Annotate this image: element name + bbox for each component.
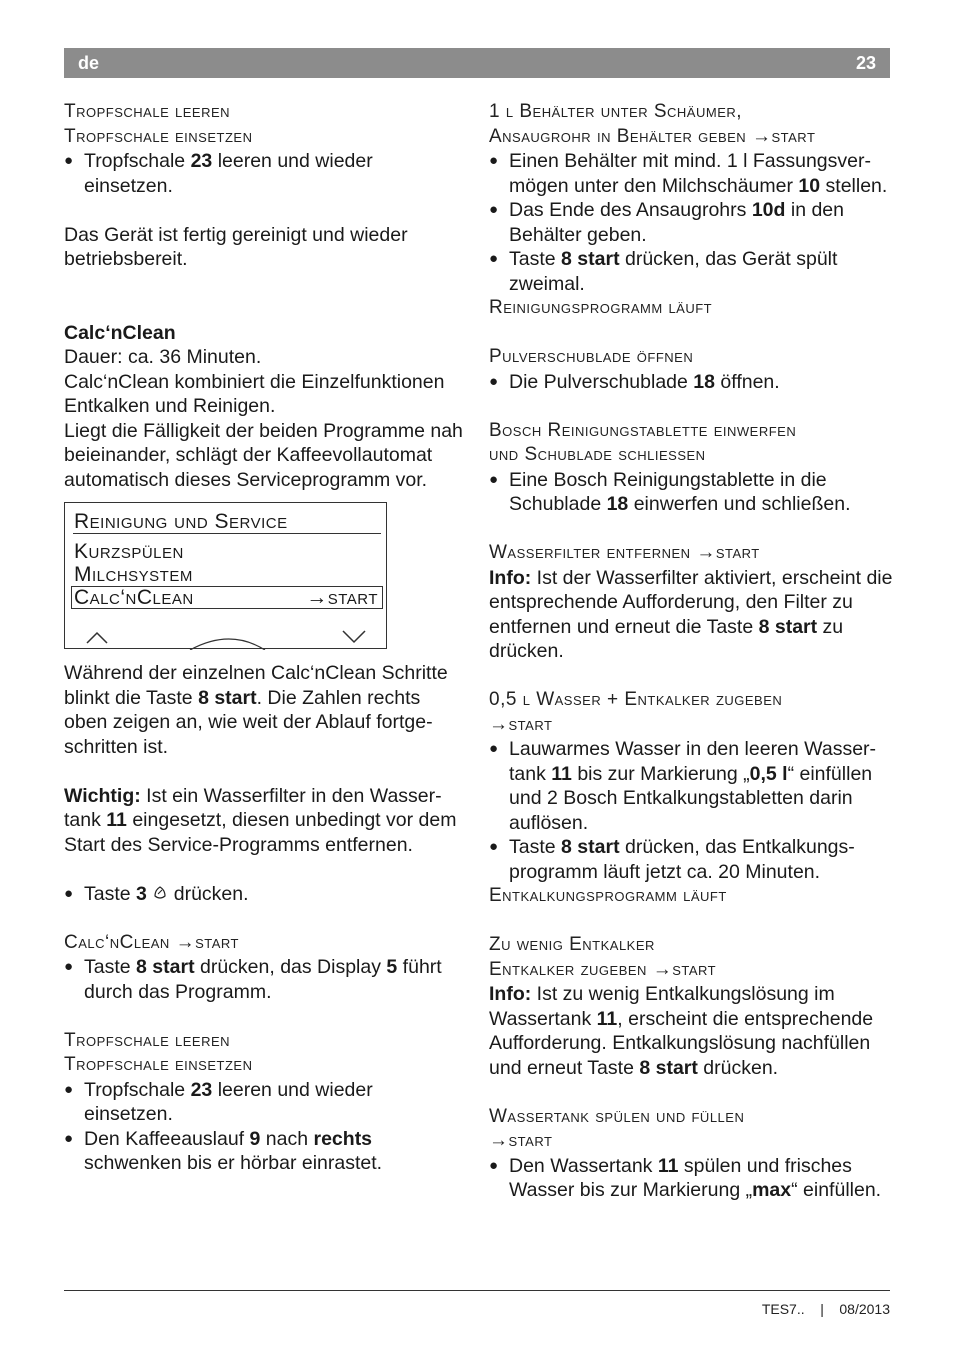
list-item: ● Taste 8 start drücken, das Display 5 führt durch das Programm. (64, 955, 464, 1004)
display-menu-item-selected: Calc‘nClean (74, 586, 194, 609)
chevron-down-icon (343, 631, 365, 642)
model-number: TES7.. (761, 1301, 805, 1317)
display-start-action: →start (306, 586, 378, 609)
list-item: ● Eine Bosch Reinigungstablette in die Schublade 18 einwerfen und schließen. (489, 468, 894, 517)
knob-arc (190, 639, 265, 650)
language-code: de (78, 53, 100, 73)
section-heading: Tropfschale leeren Tropfschale einsetzen (64, 1029, 253, 1075)
footer-separator: | (820, 1301, 824, 1317)
list-item: ● Tropfschale 23 leeren und wieder einsetzen. (64, 1078, 464, 1127)
footer-date: 08/2013 (839, 1301, 890, 1317)
section-title: Calc‘nClean (64, 321, 176, 344)
status-message: Reinigungsprogramm läuft (489, 297, 713, 318)
paragraph: Das Gerät ist fertig gereinigt und wieder betriebsbereit. (64, 223, 408, 270)
list-item: ● Taste 8 start drücken, das Gerät spült zweimal. (489, 247, 894, 296)
info-note: Info: Ist zu wenig Entkalkungslösung im Wassertank 11, erscheint die entsprechende Aufforderung. Entkalkungslösung nachfüllen und erneut Taste 8 start drücken. (489, 983, 874, 1079)
section-heading: Bosch Reinigungstablette einwerfen und Schublade schliessen (489, 419, 797, 465)
page-number: 23 (855, 53, 876, 73)
info-note: Info: Ist der Wasserfilter aktiviert, erscheint die entsprechende Aufforderung, den Filter zu entfernen und erneut die Taste 8 start zu drücken. (489, 566, 893, 662)
display-menu-item: Milchsystem (74, 563, 193, 586)
paragraph: Calc‘nClean kombiniert die Einzelfunktionen Entkalken und Reinigen. (64, 370, 445, 417)
section-heading: Calc‘nClean →start (64, 931, 239, 953)
paragraph: Dauer: ca. 36 Minuten. (64, 346, 262, 368)
list-item: ● Die Pulverschublade 18 öffnen. (489, 370, 894, 395)
important-note: Wichtig: Ist ein Wasserfilter in den Wassertank 11 eingesetzt, diesen unbedingt vor dem Start des Service-Programms entfernen. (64, 784, 457, 856)
list-item: ● Lauwarmes Wasser in den leeren Wassertank 11 bis zur Markierung „0,5 l“ einfüllen und 2 Bosch Entkalkungstabletten darin auflösen. (489, 737, 894, 835)
cleaning-symbol-icon (152, 885, 168, 901)
section-heading: Pulverschublade öffnen (489, 346, 694, 367)
display-nav-shapes (65, 503, 388, 650)
page-footer (762, 1297, 890, 1322)
display-title: Reinigung und Service (74, 510, 288, 533)
device-display-illustration (64, 502, 387, 649)
status-message: Entkalkungsprogramm läuft (489, 885, 727, 906)
display-menu-item: Kurzspülen (74, 540, 184, 563)
list-item: ● Den Wassertank 11 spülen und frisches Wasser bis zur Markierung „max“ einfüllen. (489, 1154, 894, 1203)
footer-divider (64, 1290, 890, 1291)
list-item: ● Den Kaffeeauslauf 9 nach rechts schwenken bis er hörbar einrastet. (64, 1127, 464, 1176)
section-heading: 0,5 l Wasser + Entkalker zugeben →start (489, 689, 783, 735)
section-heading: Tropfschale leeren Tropfschale einsetzen (64, 101, 253, 147)
section-heading: Zu wenig Entkalker Entkalker zugeben →start (489, 934, 717, 980)
paragraph: Liegt die Fälligkeit der beiden Programme nah beieinander, schlägt der Kaffeevollautomat automatisch dieses Serviceprogramm vor. (64, 419, 463, 491)
list-item: ● Einen Behälter mit mind. 1 l Fassungsvermögen unter den Milchschäumer 10 stellen. (489, 149, 894, 198)
right-column (489, 100, 894, 1203)
chevron-up-icon (87, 633, 107, 643)
section-heading: 1 l Behälter unter Schäumer, Ansaugrohr in Behälter geben →start (489, 101, 816, 147)
list-item: ● Tropfschale 23 leeren und wieder einsetzen. (64, 149, 464, 198)
section-heading: Wassertank spülen und füllen →start (489, 1105, 745, 1151)
page-header (64, 48, 890, 78)
list-item: ● Taste 8 start drücken, das Entkalkungsprogramm läuft jetzt ca. 20 Minuten. (489, 835, 894, 884)
left-column (64, 100, 464, 1176)
paragraph: Während der einzelnen Calc‘nClean Schritte blinkt die Taste 8 start. Die Zahlen rechts oben zeigen an, wie weit der Ablauf fortgeschritten ist. (64, 662, 448, 758)
list-item: ● Das Ende des Ansaugrohrs 10d in den Behälter geben. (489, 198, 894, 247)
list-item: ● Taste 3 drücken. (64, 882, 464, 907)
section-heading: Wasserfilter entfernen →start (489, 542, 760, 563)
